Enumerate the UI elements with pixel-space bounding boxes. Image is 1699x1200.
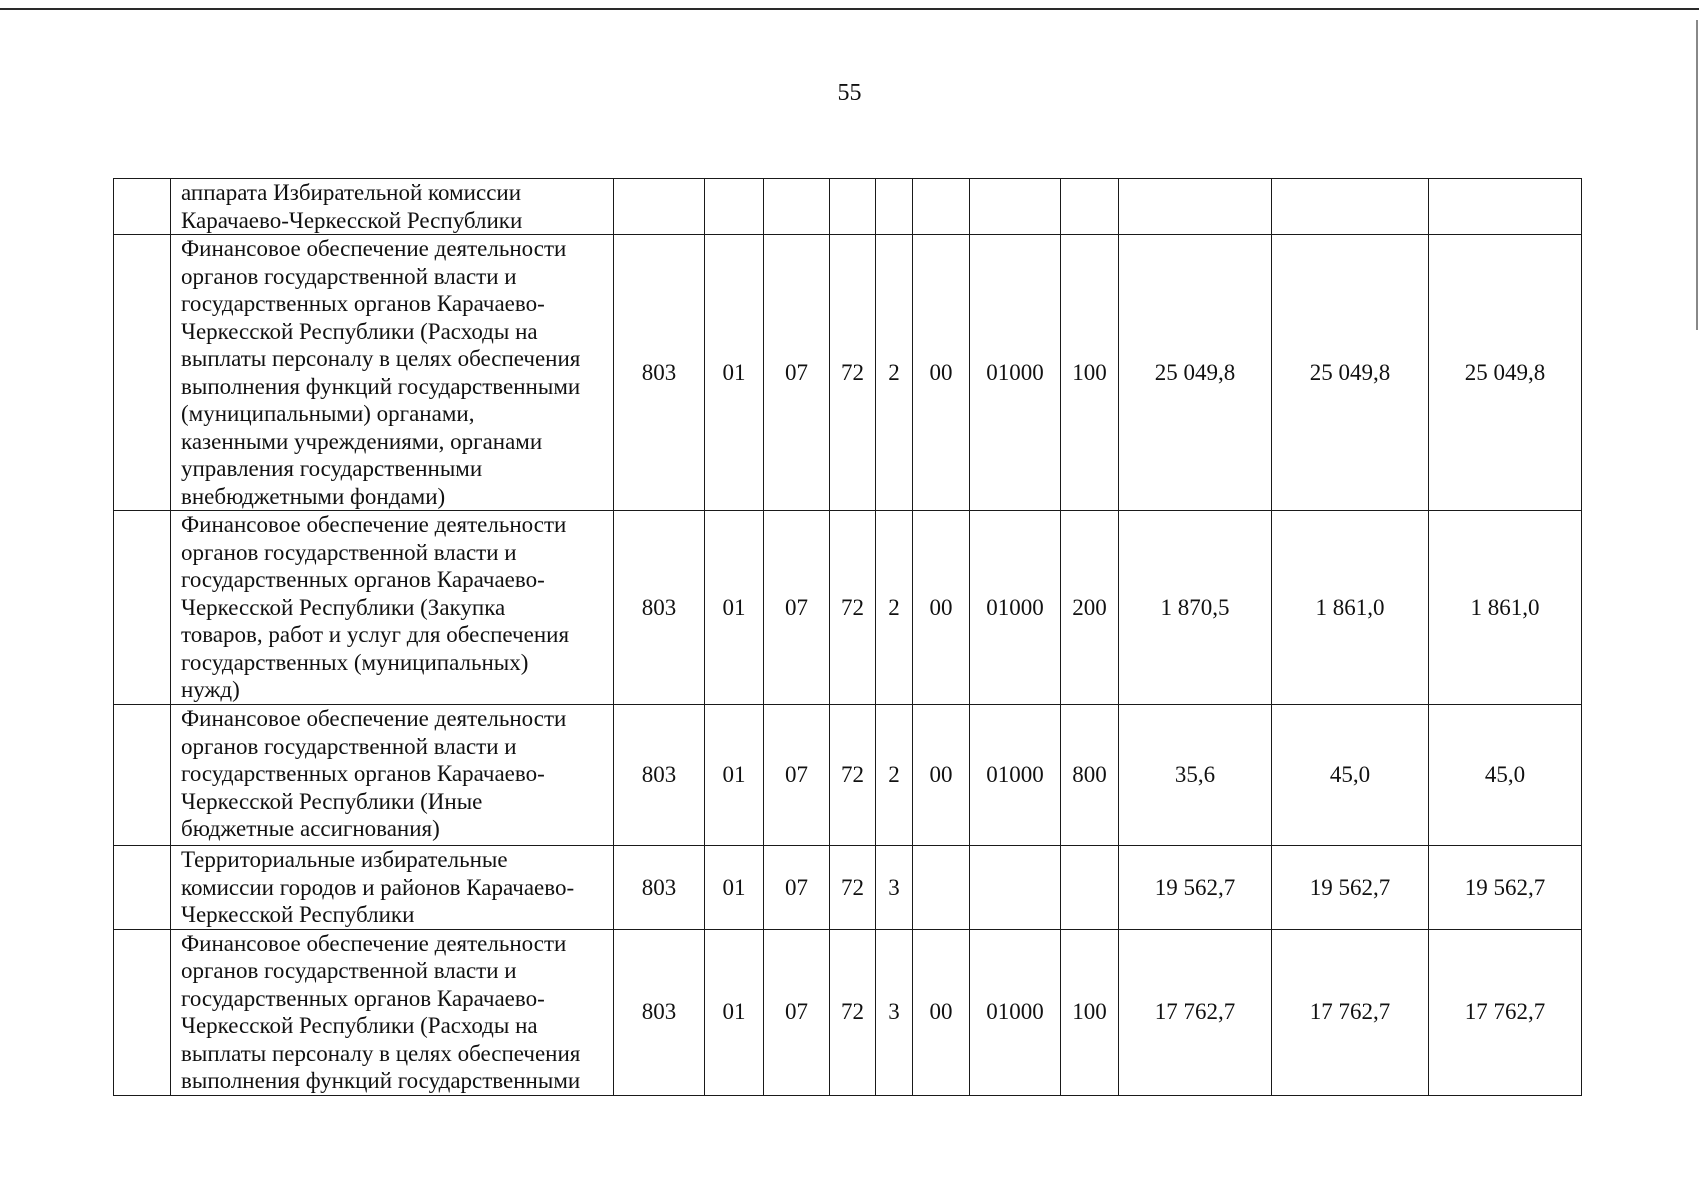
program-code-cell: 72 (830, 846, 876, 930)
description-line: комиссии городов и районов Карачаево- (181, 874, 575, 900)
description-line: Финансовое обеспечение деятельности (181, 930, 567, 956)
description-line: государственных органов Карачаево- (181, 567, 545, 592)
program-code-cell: 72 (830, 235, 876, 511)
expense-code-cell: 01000 (970, 929, 1061, 1095)
amount-year-2-cell (1272, 179, 1429, 235)
description-line: (муниципальными) органами, (181, 401, 475, 426)
scan-edge-mark (1696, 20, 1698, 330)
table-row (114, 705, 1582, 846)
subsection-code-cell: 07 (764, 705, 830, 846)
program-code-cell: 72 (830, 929, 876, 1095)
section-code-cell: 01 (705, 235, 764, 511)
section-code-cell: 01 (705, 846, 764, 930)
amount-year-3-cell: 45,0 (1429, 705, 1582, 846)
section-code-cell: 01 (705, 511, 764, 705)
table-row (114, 235, 1582, 511)
description-line: аппарата Избирательной комиссии (181, 180, 522, 205)
description-line: Черкесской Республики (Расходы на (181, 1013, 538, 1038)
table-row (114, 179, 1582, 235)
ved-code-cell: 803 (614, 929, 705, 1095)
direction-code-cell (913, 846, 970, 930)
description-line: органов государственной власти и (181, 733, 517, 759)
description-line: выплаты персоналу в целях обеспечения (181, 346, 581, 371)
direction-code-cell: 00 (913, 511, 970, 705)
description-line: государственных органов Карачаево- (181, 291, 545, 316)
expense-type-code-cell (1061, 179, 1119, 235)
amount-year-1-cell (1119, 179, 1272, 235)
description-line: органов государственной власти и (181, 263, 517, 289)
amount-year-3-cell: 17 762,7 (1429, 929, 1582, 1095)
description-line: Финансовое обеспечение деятельности (181, 236, 567, 261)
page-top-edge (0, 8, 1699, 10)
subprogram-code-cell: 3 (876, 929, 913, 1095)
amount-year-2-cell: 19 562,7 (1272, 846, 1429, 930)
description-line: товаров, работ и услуг для обеспечения (181, 622, 570, 647)
expense-type-code-cell: 100 (1061, 235, 1119, 511)
direction-code-cell: 00 (913, 235, 970, 511)
description-line: Черкесской Республики (Расходы на (181, 318, 538, 344)
section-code-cell: 01 (705, 929, 764, 1095)
expense-code-cell: 01000 (970, 511, 1061, 705)
table-row (114, 846, 1582, 930)
description-line: управления государственными (181, 456, 483, 481)
description-cell (171, 511, 614, 705)
description-cell (171, 846, 614, 930)
amount-year-1-cell: 17 762,7 (1119, 929, 1272, 1095)
expense-code-cell (970, 846, 1061, 930)
subsection-code-cell: 07 (764, 846, 830, 930)
amount-year-3-cell (1429, 179, 1582, 235)
description-cell (171, 705, 614, 846)
subsection-code-cell: 07 (764, 929, 830, 1095)
section-code-cell (705, 179, 764, 235)
program-code-cell: 72 (830, 705, 876, 846)
description-line: Карачаево-Черкесской Республики (181, 207, 523, 233)
amount-year-3-cell: 25 049,8 (1429, 235, 1582, 511)
subprogram-code-cell: 2 (876, 235, 913, 511)
table-row (114, 511, 1582, 705)
row-number-cell (114, 235, 171, 511)
description-line: Финансовое обеспечение деятельности (181, 512, 567, 537)
subprogram-code-cell: 2 (876, 511, 913, 705)
row-number-cell (114, 511, 171, 705)
row-number-cell (114, 705, 171, 846)
amount-year-2-cell: 45,0 (1272, 705, 1429, 846)
description-cell (171, 235, 614, 511)
subsection-code-cell (764, 179, 830, 235)
description-line: органов государственной власти и (181, 539, 517, 565)
description-line: казенными учреждениями, органами (181, 428, 543, 454)
expense-code-cell: 01000 (970, 705, 1061, 846)
direction-code-cell: 00 (913, 705, 970, 846)
section-code-cell: 01 (705, 705, 764, 846)
subsection-code-cell: 07 (764, 511, 830, 705)
description-line: Финансовое обеспечение деятельности (181, 706, 567, 731)
table-body (114, 179, 1582, 1096)
program-code-cell (830, 179, 876, 235)
row-number-cell (114, 846, 171, 930)
description-line: органов государственной власти и (181, 958, 517, 983)
expense-type-code-cell (1061, 846, 1119, 930)
ved-code-cell (614, 179, 705, 235)
description-line: государственных (муниципальных) (181, 649, 529, 675)
subprogram-code-cell: 2 (876, 705, 913, 846)
description-line: государственных органов Карачаево- (181, 761, 545, 786)
description-line: выполнения функций государственными (181, 373, 581, 399)
description-line: Территориальные избирательные (181, 847, 508, 872)
amount-year-1-cell: 1 870,5 (1119, 511, 1272, 705)
direction-code-cell (913, 179, 970, 235)
description-line: Черкесской Республики (Закупка (181, 594, 506, 620)
amount-year-1-cell: 25 049,8 (1119, 235, 1272, 511)
amount-year-1-cell: 19 562,7 (1119, 846, 1272, 930)
description-line: выплаты персоналу в целях обеспечения (181, 1040, 581, 1066)
expense-type-code-cell: 800 (1061, 705, 1119, 846)
description-cell (171, 929, 614, 1095)
subprogram-code-cell: 3 (876, 846, 913, 930)
ved-code-cell: 803 (614, 235, 705, 511)
table-row (114, 929, 1582, 1095)
ved-code-cell: 803 (614, 846, 705, 930)
program-code-cell: 72 (830, 511, 876, 705)
ved-code-cell: 803 (614, 705, 705, 846)
description-cell (171, 179, 614, 235)
subsection-code-cell: 07 (764, 235, 830, 511)
expense-code-cell: 01000 (970, 235, 1061, 511)
amount-year-2-cell: 1 861,0 (1272, 511, 1429, 705)
subprogram-code-cell (876, 179, 913, 235)
amount-year-3-cell: 1 861,0 (1429, 511, 1582, 705)
amount-year-2-cell: 17 762,7 (1272, 929, 1429, 1095)
amount-year-2-cell: 25 049,8 (1272, 235, 1429, 511)
page-number: 55 (837, 80, 862, 106)
budget-table (113, 178, 1582, 1096)
row-number-cell (114, 179, 171, 235)
description-line: Черкесской Республики (181, 902, 415, 927)
amount-year-3-cell: 19 562,7 (1429, 846, 1582, 930)
description-line: внебюджетными фондами) (181, 483, 446, 509)
row-number-cell (114, 929, 171, 1095)
ved-code-cell: 803 (614, 511, 705, 705)
description-line: нужд) (181, 677, 240, 702)
direction-code-cell: 00 (913, 929, 970, 1095)
amount-year-1-cell: 35,6 (1119, 705, 1272, 846)
description-line: бюджетные ассигнования) (181, 816, 440, 841)
description-line: Черкесской Республики (Иные (181, 788, 483, 814)
description-line: выполнения функций государственными (181, 1068, 581, 1093)
expense-type-code-cell: 200 (1061, 511, 1119, 705)
expense-type-code-cell: 100 (1061, 929, 1119, 1095)
expense-code-cell (970, 179, 1061, 235)
description-line: государственных органов Карачаево- (181, 985, 545, 1011)
